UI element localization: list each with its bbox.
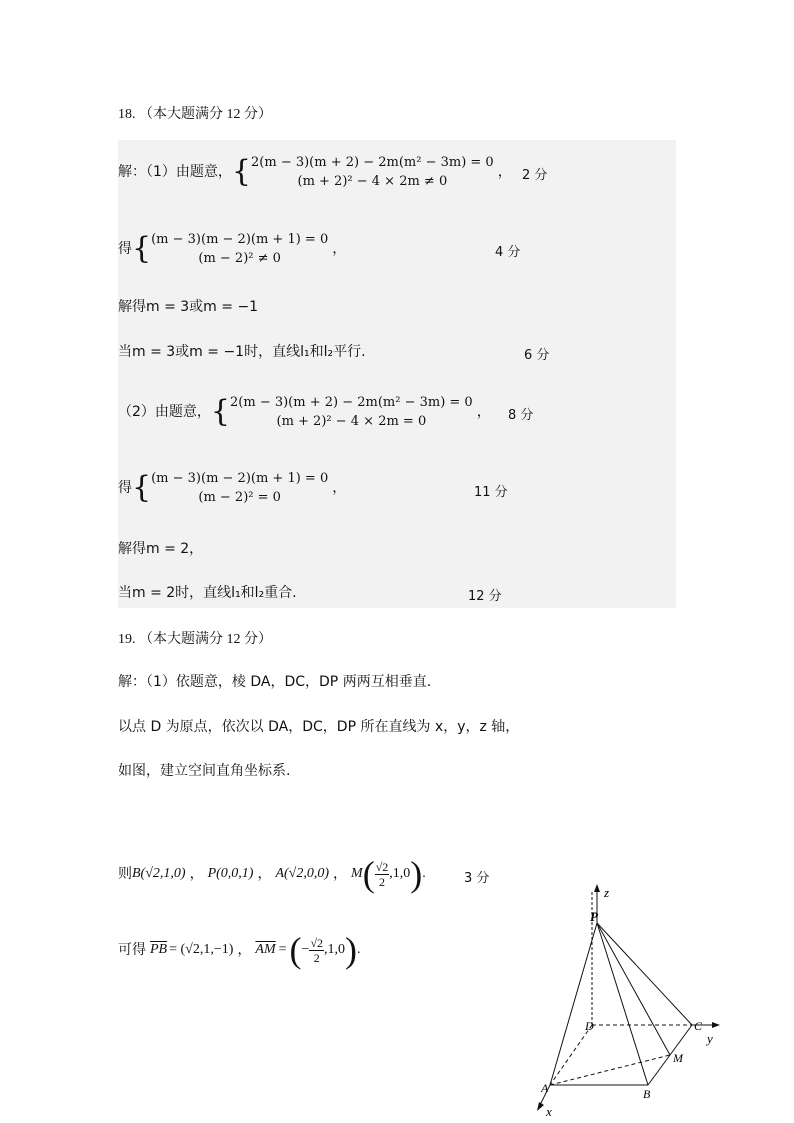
q18-step1 bbox=[118, 152, 512, 192]
q19-vec-PB-name: $\overline{PB}$ bbox=[150, 942, 168, 957]
q19-sep-1: ， bbox=[189, 866, 204, 882]
q18-step5-comma: ， bbox=[476, 404, 491, 420]
q19-sep-2: ， bbox=[257, 866, 272, 882]
q19-vec-AM-lparen: ( bbox=[289, 930, 302, 970]
label-P: P bbox=[590, 909, 598, 924]
label-B: B bbox=[643, 1087, 651, 1101]
q19-coord-M-den: 2 bbox=[378, 874, 385, 889]
q18-step6-eq2: (m − 2)² = 0 bbox=[198, 490, 281, 505]
q18-step6 bbox=[118, 468, 346, 508]
q18-step6-comma: ， bbox=[332, 480, 347, 496]
q18-step1-eq1: 2(m − 3)(m + 2) − 2m(m² − 3m) = 0 bbox=[251, 155, 494, 170]
q18-step5-eq2: (m + 2)² − 4 × 2m = 0 bbox=[276, 414, 427, 429]
q18-step1-eq2: (m + 2)² − 4 × 2m ≠ 0 bbox=[297, 174, 448, 189]
q18-step1-brace: { bbox=[231, 154, 252, 189]
q19-vec-AM-rparen: ) bbox=[345, 930, 358, 970]
x-axis-arrow bbox=[537, 1102, 544, 1111]
q18-step8-score: 12 分 bbox=[468, 589, 502, 604]
q19-vec-AM-sign: − bbox=[301, 942, 310, 957]
q19-vectors bbox=[118, 928, 361, 972]
q19-coord-M-rest: ,1,0 bbox=[389, 866, 411, 881]
q19-vec-AM-name: $\overline{AM}$ bbox=[255, 942, 276, 957]
label-D: D bbox=[585, 1019, 594, 1033]
q19-coord-A: A(√2,0,0) bbox=[275, 866, 330, 881]
edge-PB bbox=[597, 923, 648, 1085]
q18-step5-eq1: 2(m − 3)(m + 2) − 2m(m² − 3m) = 0 bbox=[230, 395, 473, 410]
q18-step5-prefix: （2）由题意， bbox=[118, 404, 211, 420]
q18-step7: 解得m = 2， bbox=[118, 541, 204, 557]
q19-coords-score: 3 分 bbox=[464, 871, 490, 886]
q19-vec-AM-den: 2 bbox=[313, 950, 320, 965]
q18-solution-shade bbox=[118, 140, 676, 608]
q18-step1-prefix: 解：（1）由题意， bbox=[118, 164, 232, 180]
q18-step1-system bbox=[251, 153, 494, 191]
q19-coord-M-num: √2 bbox=[375, 859, 389, 874]
q19-vec-period: . bbox=[357, 942, 361, 957]
q19-coords-prefix: 则 bbox=[118, 866, 132, 882]
q18-step8: 当m = 2时，直线l₁和l₂重合. bbox=[118, 585, 297, 601]
q19-coord-P: P(0,0,1) bbox=[207, 866, 254, 881]
q19-line2: 以点 D 为原点，依次以 DA，DC，DP 所在直线为 x，y，z 轴， bbox=[118, 719, 520, 735]
label-z: z bbox=[604, 885, 610, 900]
q18-step2-eq1: (m − 3)(m − 2)(m + 1) = 0 bbox=[151, 232, 329, 247]
q19-coords bbox=[118, 852, 426, 896]
q19-header: 19. （本大题满分 12 分） bbox=[118, 632, 272, 647]
q18-step2-brace: { bbox=[132, 231, 152, 266]
q19-coord-M-rparen: ) bbox=[410, 854, 423, 894]
q19-coord-M-frac bbox=[375, 860, 390, 889]
edge-PA bbox=[550, 923, 597, 1085]
q18-step2-comma: ， bbox=[332, 241, 347, 257]
q18-step1-comma: ， bbox=[497, 164, 512, 180]
q19-vec-PB-value: = (√2,1,−1) bbox=[169, 942, 234, 957]
q19-vec-prefix: 可得 bbox=[118, 942, 146, 958]
q19-vec-AM-frac bbox=[309, 936, 324, 965]
label-M: M bbox=[673, 1051, 683, 1065]
q18-step1-score: 2 分 bbox=[522, 168, 548, 183]
q18-step3: 解得m = 3或m = −1 bbox=[118, 299, 259, 315]
q18-step5-score: 8 分 bbox=[508, 408, 534, 423]
q18-step5-brace: { bbox=[210, 394, 231, 429]
q19-vec-AM-eq: = bbox=[278, 942, 287, 957]
q18-step2-eq2: (m − 2)² ≠ 0 bbox=[198, 251, 281, 266]
y-axis-arrow bbox=[712, 1022, 720, 1028]
label-C: C bbox=[694, 1019, 703, 1033]
q18-step6-prefix: 得 bbox=[118, 480, 132, 496]
z-axis-arrow bbox=[594, 884, 600, 892]
q18-step2 bbox=[118, 229, 346, 269]
label-y: y bbox=[707, 1031, 713, 1046]
q19-coord-B: B(√2,1,0) bbox=[132, 866, 186, 881]
q19-vec-sep: ， bbox=[237, 942, 252, 958]
q18-step2-score: 4 分 bbox=[495, 245, 521, 260]
q19-coord-M-prefix: M bbox=[351, 866, 363, 881]
q18-step5-system bbox=[230, 393, 473, 431]
q19-coords-period: . bbox=[422, 866, 426, 881]
q18-step2-system bbox=[151, 230, 328, 268]
q19-coord-M-lparen: ( bbox=[362, 854, 375, 894]
q19-line1: 解：（1）依题意，棱 DA，DC，DP 两两互相垂直. bbox=[118, 674, 432, 690]
q18-step6-brace: { bbox=[132, 470, 152, 505]
q19-vec-AM-rest: ,1,0 bbox=[324, 942, 346, 957]
q18-step5 bbox=[118, 392, 491, 432]
label-x: x bbox=[546, 1104, 552, 1119]
q18-step4: 当m = 3或m = −1时，直线l₁和l₂平行. bbox=[118, 344, 366, 360]
q18-step6-system bbox=[151, 469, 328, 507]
label-A: A bbox=[541, 1081, 549, 1095]
q19-vec-AM-num: √2 bbox=[310, 935, 324, 950]
pyramid-figure bbox=[520, 880, 730, 1120]
q19-line3: 如图，建立空间直角坐标系. bbox=[118, 763, 291, 779]
q18-step4-score: 6 分 bbox=[524, 348, 550, 363]
q18-step2-prefix: 得 bbox=[118, 241, 132, 257]
q19-sep-3: ， bbox=[333, 866, 348, 882]
q18-step6-eq1: (m − 3)(m − 2)(m + 1) = 0 bbox=[151, 471, 329, 486]
q18-header: 18. （本大题满分 12 分） bbox=[118, 107, 272, 122]
q18-step6-score: 11 分 bbox=[474, 485, 508, 500]
